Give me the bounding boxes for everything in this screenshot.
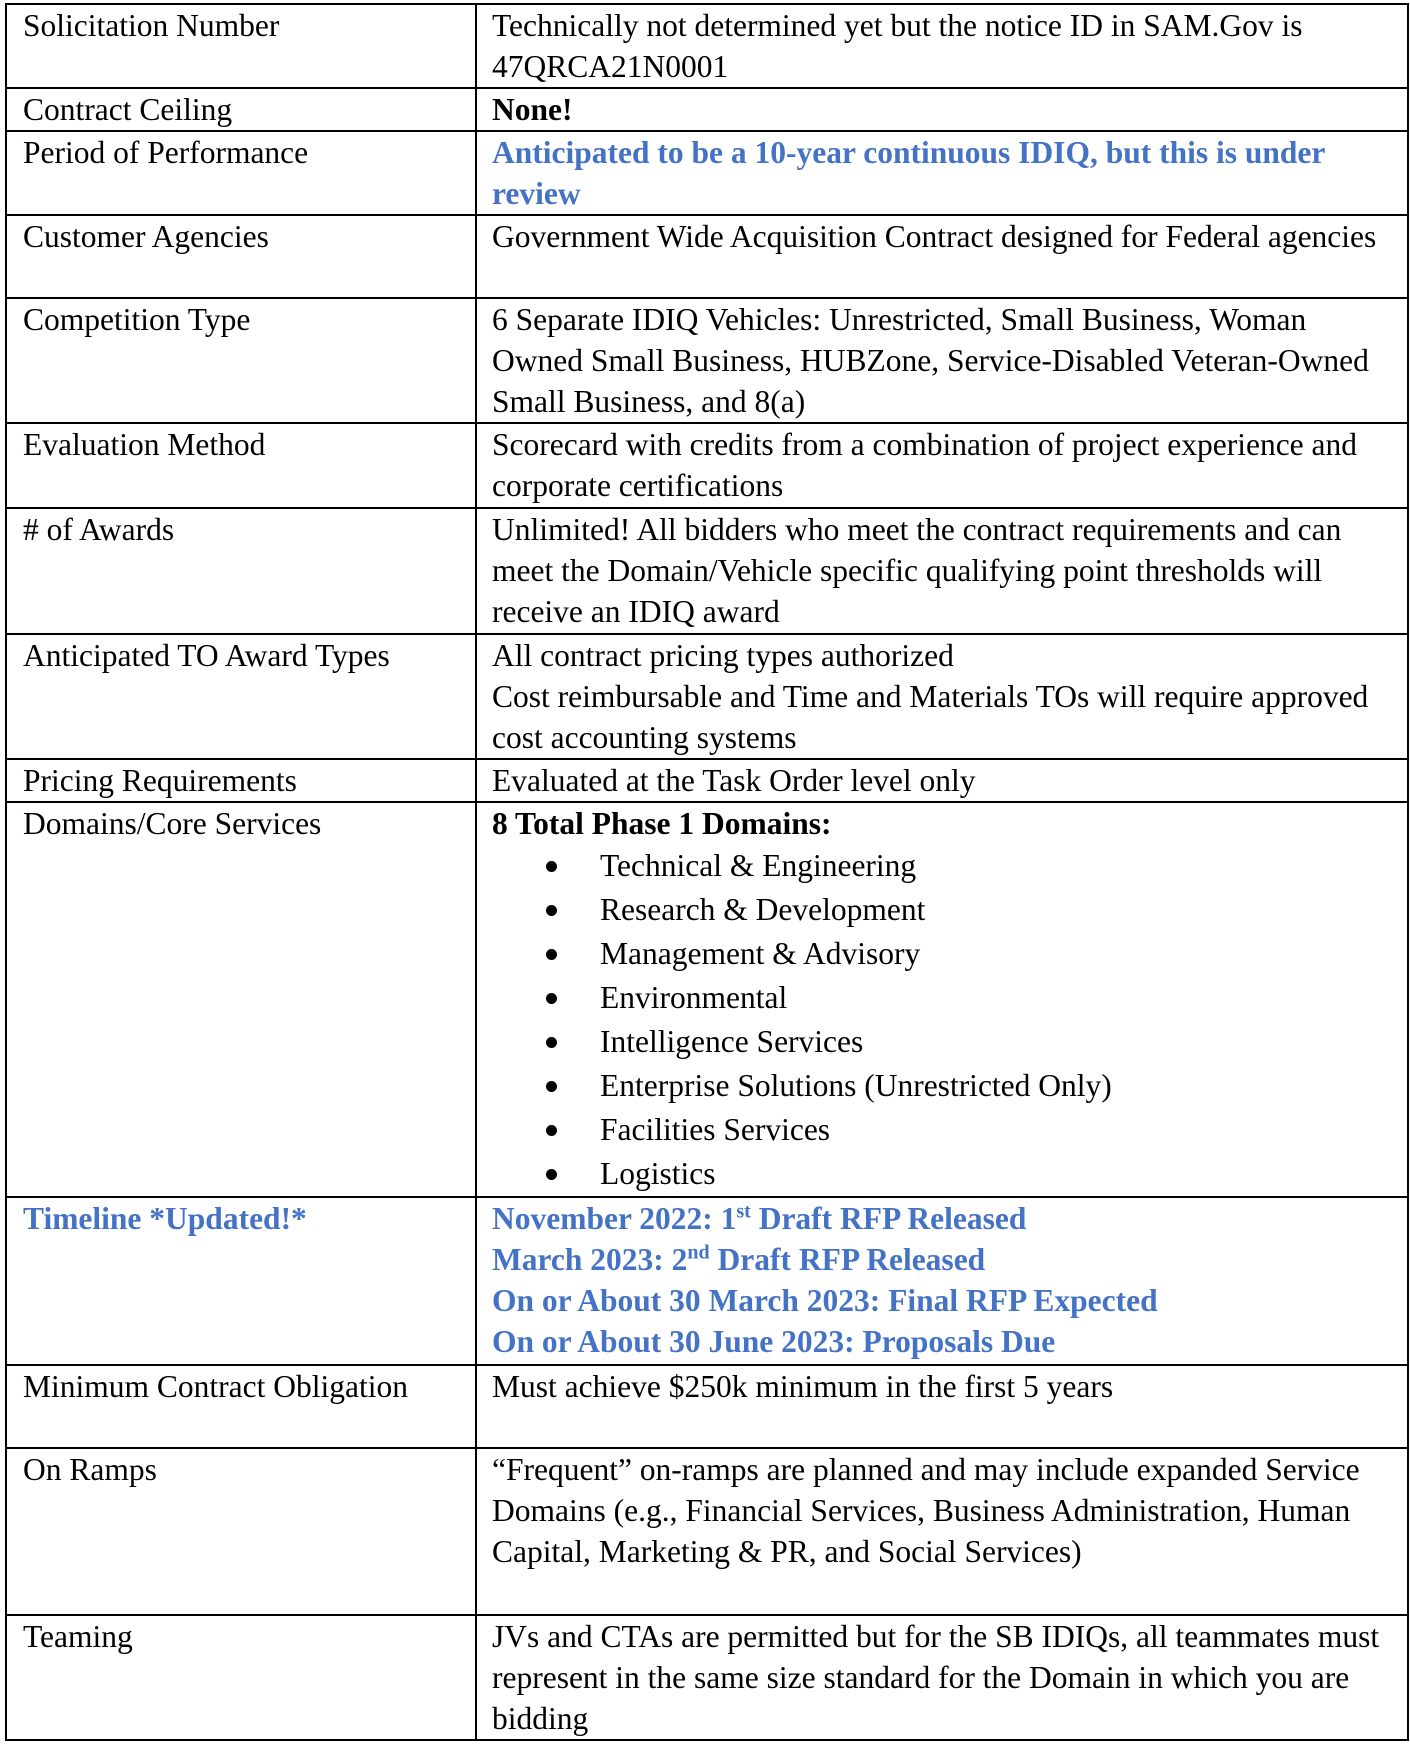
row-label: Pricing Requirements xyxy=(6,759,476,802)
row-label: # of Awards xyxy=(6,508,476,634)
domain-label: Research & Development xyxy=(600,891,926,927)
row-label: Domains/Core Services xyxy=(6,802,476,1197)
timeline-entry: November 2022: 1st Draft RFP Released xyxy=(492,1200,1027,1237)
table-row xyxy=(6,423,1408,507)
table-row xyxy=(6,759,1408,802)
table-row xyxy=(6,88,1408,131)
bullet-icon xyxy=(546,1169,557,1180)
table-row xyxy=(6,802,1408,1197)
row-value: Anticipated to be a 10-year continuous IDIQ, but this is under review xyxy=(476,131,1408,215)
row-label: Contract Ceiling xyxy=(6,88,476,131)
domain-label: Environmental xyxy=(600,979,788,1015)
timeline-entry: On or About 30 June 2023: Proposals Due xyxy=(492,1324,1056,1360)
row-label: Period of Performance xyxy=(6,131,476,215)
row-label: Competition Type xyxy=(6,298,476,423)
bullet-icon xyxy=(546,1037,557,1048)
row-label: Evaluation Method xyxy=(6,423,476,507)
list-item xyxy=(492,932,1401,976)
row-value: 6 Separate IDIQ Vehicles: Unrestricted, Small Business, Woman Owned Small Business, HUBZone, Service-Disabled Veteran-Owned Small Business, and 8(a) xyxy=(476,298,1408,423)
domains-heading: 8 Total Phase 1 Domains: xyxy=(492,805,832,841)
row-value: Evaluated at the Task Order level only xyxy=(476,759,1408,802)
bullet-icon xyxy=(546,1125,557,1136)
award-type-line: Cost reimbursable and Time and Materials TOs will require approved cost accounting systems xyxy=(492,678,1369,755)
row-label: Solicitation Number xyxy=(6,4,476,88)
bullet-icon xyxy=(546,1081,557,1092)
row-value: Must achieve $250k minimum in the first 5 years xyxy=(476,1365,1408,1448)
domain-label: Intelligence Services xyxy=(600,1023,864,1059)
table-row xyxy=(6,1197,1408,1364)
domain-label: Technical & Engineering xyxy=(600,847,917,883)
timeline-entry: March 2023: 2nd Draft RFP Released xyxy=(492,1241,986,1278)
row-label: Anticipated TO Award Types xyxy=(6,634,476,759)
row-value xyxy=(476,634,1408,759)
bullet-icon xyxy=(546,905,557,916)
row-label: On Ramps xyxy=(6,1448,476,1615)
table-row xyxy=(6,1448,1408,1615)
bullet-icon xyxy=(546,861,557,872)
row-value: “Frequent” on-ramps are planned and may include expanded Service Domains (e.g., Financial Services, Business Administration, Human Capital, Marketing & PR, and Social Services) xyxy=(476,1448,1408,1615)
row-label: Minimum Contract Obligation xyxy=(6,1365,476,1448)
domain-label: Logistics xyxy=(600,1155,716,1191)
list-item xyxy=(492,976,1401,1020)
list-item xyxy=(492,1108,1401,1152)
row-value: Unlimited! All bidders who meet the contract requirements and can meet the Domain/Vehicle specific qualifying point thresholds will receive an IDIQ award xyxy=(476,508,1408,634)
list-item xyxy=(492,1020,1401,1064)
domain-label: Enterprise Solutions (Unrestricted Only) xyxy=(600,1067,1112,1103)
domain-label: Facilities Services xyxy=(600,1111,831,1147)
table-row xyxy=(6,1615,1408,1740)
table-row xyxy=(6,131,1408,215)
row-label: Teaming xyxy=(6,1615,476,1740)
row-value: Technically not determined yet but the notice ID in SAM.Gov is 47QRCA21N0001 xyxy=(476,4,1408,88)
row-value: Government Wide Acquisition Contract designed for Federal agencies xyxy=(476,215,1408,298)
contract-summary-table xyxy=(5,3,1409,1741)
table-row xyxy=(6,634,1408,759)
award-type-line: All contract pricing types authorized xyxy=(492,637,954,673)
row-label: Customer Agencies xyxy=(6,215,476,298)
domain-label: Management & Advisory xyxy=(600,935,921,971)
row-value: JVs and CTAs are permitted but for the SB IDIQs, all teammates must represent in the same size standard for the Domain in which you are bidding xyxy=(476,1615,1408,1740)
row-value xyxy=(476,1197,1408,1364)
list-item xyxy=(492,888,1401,932)
list-item xyxy=(492,844,1401,888)
row-value: Scorecard with credits from a combination of project experience and corporate certifications xyxy=(476,423,1408,507)
row-value xyxy=(476,802,1408,1197)
table-row xyxy=(6,4,1408,88)
table-row xyxy=(6,298,1408,423)
table-row xyxy=(6,215,1408,298)
row-value: None! xyxy=(476,88,1408,131)
table-row xyxy=(6,508,1408,634)
domains-list xyxy=(492,844,1401,1196)
list-item xyxy=(492,1152,1401,1196)
row-label: Timeline *Updated!* xyxy=(6,1197,476,1364)
bullet-icon xyxy=(546,993,557,1004)
timeline-entry: On or About 30 March 2023: Final RFP Expected xyxy=(492,1283,1158,1319)
table-row xyxy=(6,1365,1408,1448)
list-item xyxy=(492,1064,1401,1108)
bullet-icon xyxy=(546,949,557,960)
